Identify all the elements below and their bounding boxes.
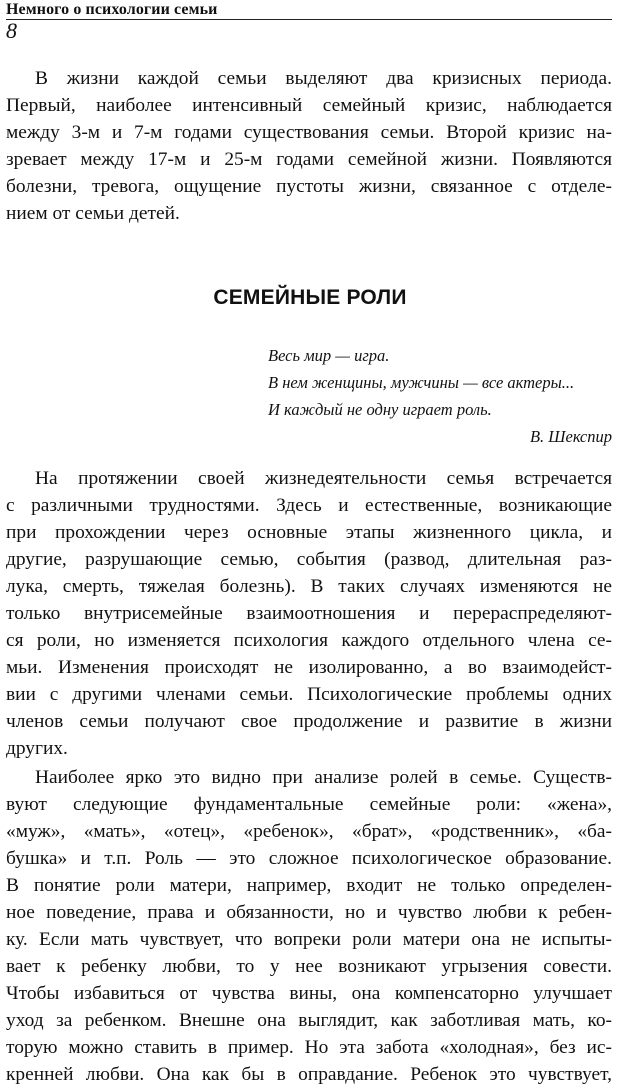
paragraph-line: нием от семьи детей.	[6, 203, 180, 224]
paragraph-line: Чтобы избавиться от чувства вины, она компенсаторно улучшает	[6, 983, 612, 1004]
paragraph-line: только внутрисемейные взаимоотношения и перераспределяют-	[6, 603, 612, 624]
paragraph-line: Первый, наиболее интенсивный семейный кризис, наблюдается	[6, 95, 612, 116]
page-number: 8	[6, 18, 17, 43]
paragraph-line: ку. Если мать чувствует, что вопреки роли матери она не испыты-	[6, 929, 612, 950]
paragraph-line: других.	[6, 738, 68, 759]
paragraph-line: ное поведение, права и обязанности, но и чувство любви к ребен-	[6, 902, 612, 923]
running-title: Немного о психологии семьи	[6, 1, 218, 18]
paragraph-line: другие, разрушающие семью, события (развод, длительная раз-	[6, 549, 612, 570]
paragraph-line: при прохождении через основные этапы жизненного цикла, и	[6, 522, 612, 543]
epigraph-line: И каждый не одну играет роль.	[268, 400, 492, 419]
paragraph-line: зревает между 17-м и 25-м годами семейной жизни. Появляются	[6, 149, 612, 170]
paragraph-line: кренней любви. Она как бы в оправдание. Ребенок это чувствует,	[6, 1064, 612, 1085]
paragraph-line: членов семьи получают свое продолжение и развитие в жизни	[6, 711, 612, 732]
paragraph-line: Наиболее ярко это видно при анализе ролей в семье. Существ-	[35, 767, 612, 788]
paragraph-line: с различными трудностями. Здесь и естественные, возникающие	[6, 495, 612, 516]
paragraph-line: между 3-м и 7-м годами существования семьи. Второй кризис на-	[6, 122, 612, 143]
paragraph-line: вии с другими членами семьи. Психологические проблемы одних	[6, 684, 612, 705]
epigraph-line: В нем женщины, мужчины — все актеры...	[268, 373, 575, 392]
paragraph-line: В понятие роли матери, например, входит не только определен-	[6, 875, 612, 896]
section-heading: СЕМЕЙНЫЕ РОЛИ	[213, 286, 407, 309]
paragraph-line: ся роли, но изменяется психология каждого отдельного члена се-	[6, 630, 612, 651]
paragraph-line: На протяжении своей жизнедеятельности семья встречается	[35, 468, 612, 489]
paragraph-line: уход за ребенком. Внешне она выглядит, как заботливая мать, ко-	[6, 1010, 612, 1031]
epigraph-author: В. Шекспир	[529, 427, 612, 446]
paragraph-line: торую можно ставить в пример. Но эта забота «холодная», без ис-	[6, 1037, 612, 1058]
paragraph-line: «муж», «мать», «отец», «ребенок», «брат», «родственник», «ба-	[6, 821, 612, 842]
epigraph-line: Весь мир — игра.	[268, 346, 390, 365]
paragraph-line: бушка» и т.п. Роль — это сложное психологическое образование.	[6, 848, 612, 869]
paragraph-line: вуют следующие фундаментальные семейные роли: «жена»,	[6, 794, 612, 815]
running-header	[6, 1, 612, 20]
paragraph-line: болезни, тревога, ощущение пустоты жизни, связанное с отделе-	[6, 176, 612, 197]
paragraph-line: В жизни каждой семьи выделяют два кризисных периода.	[35, 68, 612, 89]
paragraph-line: лука, смерть, тяжелая болезнь). В таких случаях изменяются не	[6, 576, 612, 597]
paragraph-line: мьи. Изменения происходят не изолированно, а во взаимодейст-	[6, 657, 612, 678]
paragraph-line: вает к ребенку любви, то у нее возникают угрызения совести.	[6, 956, 612, 977]
